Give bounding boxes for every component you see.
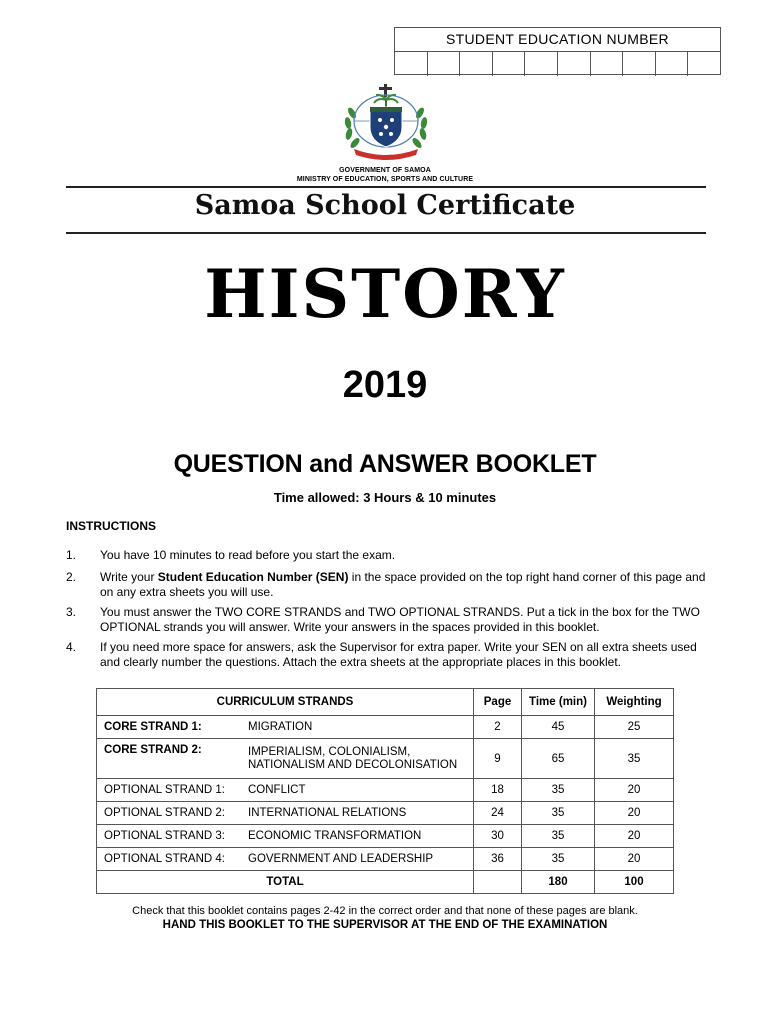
table-row — [97, 739, 674, 779]
sen-box-title: STUDENT EDUCATION NUMBER — [395, 28, 720, 52]
instruction-text: You must answer the TWO CORE STRANDS and TWO OPTIONAL STRANDS. Put a tick in the box for the TWO OPTIONAL strands you will answer. Write your answers in the spaces provided in this booklet. — [100, 605, 700, 634]
strand-page: 2 — [474, 716, 522, 739]
strand-title: GOVERNMENT AND LEADERSHIP — [242, 848, 474, 871]
exam-year: 2019 — [342, 364, 428, 406]
divider-bottom — [66, 232, 706, 234]
table-row — [97, 848, 674, 871]
government-label: GOVERNMENT OF SAMOA — [339, 167, 431, 174]
strand-weighting: 35 — [595, 739, 674, 779]
instruction-item — [66, 605, 706, 634]
table-row — [97, 716, 674, 739]
instruction-number: 4. — [66, 640, 77, 654]
instruction-text: If you need more space for answers, ask the Supervisor for extra paper. Write your SEN on all extra sheets used and clearly number the questions. Attach the extra sheets at the appropriate places in this booklet. — [100, 640, 697, 669]
table-header-row — [97, 689, 674, 716]
strand-page: 30 — [474, 825, 522, 848]
certificate-title: Samoa School Certificate — [194, 190, 576, 221]
instruction-text-pre: Write your — [100, 570, 158, 584]
sen-cell[interactable] — [525, 52, 558, 76]
strand-title: MIGRATION — [242, 716, 474, 739]
sen-cell[interactable] — [395, 52, 428, 76]
strand-name: OPTIONAL STRAND 2: — [97, 802, 243, 825]
strand-weighting: 20 — [595, 848, 674, 871]
instruction-text — [100, 570, 706, 599]
sen-cell[interactable] — [460, 52, 493, 76]
student-education-number-box — [394, 27, 721, 75]
subject-title: HISTORY — [204, 255, 566, 333]
table-row — [97, 802, 674, 825]
strand-title: INTERNATIONAL RELATIONS — [242, 802, 474, 825]
sen-cell[interactable] — [623, 52, 656, 76]
sen-cell[interactable] — [493, 52, 526, 76]
strand-page: 18 — [474, 779, 522, 802]
sen-cells — [395, 52, 720, 76]
strand-time: 35 — [522, 848, 595, 871]
strand-page: 36 — [474, 848, 522, 871]
strand-time: 65 — [522, 739, 595, 779]
instruction-text-bold: Student Education Number (SEN) — [157, 570, 349, 584]
sen-cell[interactable] — [591, 52, 624, 76]
header-page: Page — [474, 689, 522, 716]
strand-time: 35 — [522, 825, 595, 848]
instruction-number: 3. — [66, 605, 77, 619]
instructions-heading: INSTRUCTIONS — [66, 519, 156, 533]
strand-weighting: 20 — [595, 802, 674, 825]
time-allowed: Time allowed: 3 Hours & 10 minutes — [273, 490, 497, 505]
strand-page: 9 — [474, 739, 522, 779]
instruction-item — [66, 640, 706, 669]
strand-page: 24 — [474, 802, 522, 825]
strand-title: CONFLICT — [242, 779, 474, 802]
ministry-label: MINISTRY OF EDUCATION, SPORTS AND CULTURE — [296, 176, 474, 183]
instruction-item — [66, 570, 706, 599]
strand-name: OPTIONAL STRAND 4: — [97, 848, 243, 871]
total-weighting: 100 — [595, 871, 674, 894]
sen-cell[interactable] — [656, 52, 689, 76]
strand-name: CORE STRAND 1: — [97, 716, 243, 739]
header-weighting: Weighting — [595, 689, 674, 716]
strand-weighting: 20 — [595, 825, 674, 848]
strand-name: OPTIONAL STRAND 1: — [97, 779, 243, 802]
samoa-coat-of-arms-icon — [340, 83, 432, 163]
sen-cell[interactable] — [428, 52, 461, 76]
table-total-row — [97, 871, 674, 894]
booklet-title: QUESTION and ANSWER BOOKLET — [173, 450, 597, 478]
total-label: TOTAL — [97, 871, 474, 894]
strand-weighting: 25 — [595, 716, 674, 739]
sen-cell[interactable] — [688, 52, 720, 76]
strand-name: OPTIONAL STRAND 3: — [97, 825, 243, 848]
strand-time: 35 — [522, 779, 595, 802]
strand-weighting: 20 — [595, 779, 674, 802]
table-row — [97, 779, 674, 802]
header-time: Time (min) — [522, 689, 595, 716]
strand-name: CORE STRAND 2: — [97, 739, 243, 779]
total-page — [474, 871, 522, 894]
strand-time: 35 — [522, 802, 595, 825]
strand-time: 45 — [522, 716, 595, 739]
hand-in-note: HAND THIS BOOKLET TO THE SUPERVISOR AT THE END OF THE EXAMINATION — [162, 919, 608, 931]
instruction-text: You have 10 minutes to read before you start the exam. — [100, 548, 396, 562]
header-strands: CURRICULUM STRANDS — [97, 689, 474, 716]
strand-title: ECONOMIC TRANSFORMATION — [242, 825, 474, 848]
divider-top — [66, 186, 706, 188]
table-row — [97, 825, 674, 848]
curriculum-strands-table — [96, 688, 674, 894]
sen-cell[interactable] — [558, 52, 591, 76]
instruction-text-post: in the space provided on the top right hand corner of this page and on any extra sheets you will use. — [100, 570, 706, 599]
instruction-number: 1. — [66, 548, 77, 562]
strand-title: IMPERIALISM, COLONIALISM, NATIONALISM AND DECOLONISATION — [242, 739, 474, 779]
total-time: 180 — [522, 871, 595, 894]
instruction-number: 2. — [66, 570, 77, 584]
instruction-item — [66, 548, 706, 563]
page-check-note: Check that this booklet contains pages 2-42 in the correct order and that none of these pages are blank. — [132, 905, 638, 917]
